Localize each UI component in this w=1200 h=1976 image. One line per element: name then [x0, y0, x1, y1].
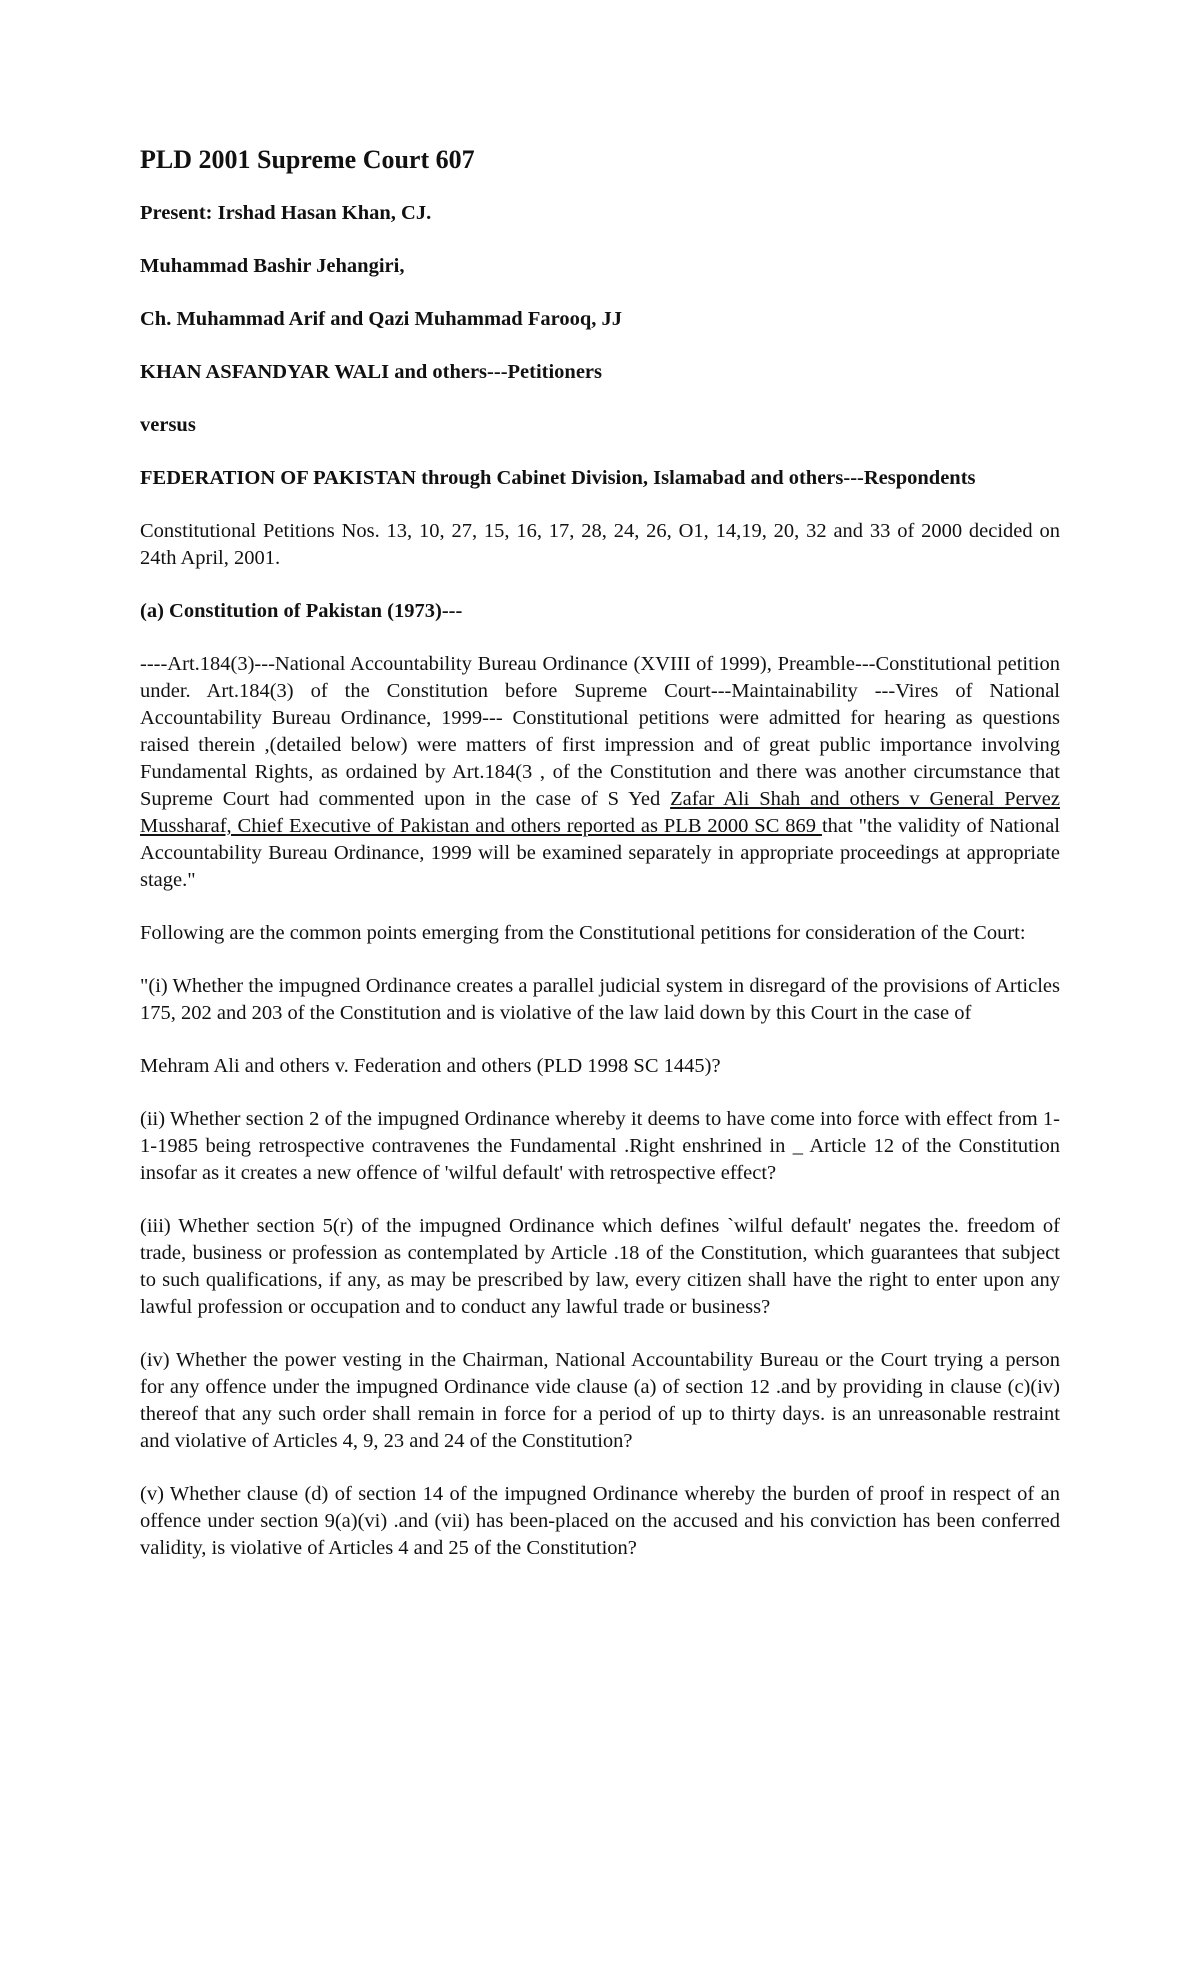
point-4: (iv) Whether the power vesting in the Chairman, National Accountability Bureau or the Court trying a person for any offence under the impugned Ordinance vide clause (a) of section 12 .and by providing in clause (c)(iv) thereof that any such order shall remain in force for a period of up to thirty days. is an unreasonable restraint and violative of Articles 4, 9, 23 and 24 of the Constitution?: [140, 1349, 1060, 1452]
bench-judge-2: Muhammad Bashir Jehangiri,: [140, 255, 405, 277]
point-5: (v) Whether clause (d) of section 14 of the impugned Ordinance whereby the burden of proof in respect of an offence under section 9(a)(vi) .and (vii) has been-placed on the accused and his conviction has been conferred validity, is violative of Articles 4 and 25 of the Constitution?: [140, 1483, 1060, 1559]
point-2: (ii) Whether section 2 of the impugned Ordinance whereby it deems to have come into force with effect from 1-1-1985 being retrospective contravenes the Fundamental .Right enshrined in _ Article 12 of the Constitution insofar as it creates a new offence of 'wilful default' with retrospective effect?: [140, 1108, 1060, 1184]
bench-judge-3: Ch. Muhammad Arif and Qazi Muhammad Farooq, JJ: [140, 308, 622, 330]
citation-link[interactable]: Zafar Ali Shah and others v General Pervez Mussharaf, Chief Executive of Pakistan and others reported as PLB 2000 SC 869: [140, 788, 1060, 837]
headnote-text-1: ----Art.184(3)---National Accountability Bureau Ordinance (XVIII of 1999), Preamble---Constitutional petition under. Art.184(3) of the Constitution before Supreme Court---Maintainability ---Vires of National Accountability Bureau Ordinance, 1999--- Constitutional petitions were admitted for hearing as questions raised therein ,(detailed below) were matters of first impression and of great public importance involving Fundamental Rights, as ordained by Art.184(3 , of the Constitution and there was another circumstance that Supreme Court had commented upon in the case of S Yed: [140, 653, 1060, 810]
headnote-paragraph: [140, 651, 1060, 894]
bench-present: Present: Irshad Hasan Khan, CJ.: [140, 202, 432, 224]
headnote-text-2: that "the validity of National Accountability Bureau Ordinance, 1999 will be examined separately in appropriate proceedings at appropriate stage.": [140, 815, 1060, 891]
point-1: "(i) Whether the impugned Ordinance creates a parallel judicial system in disregard of the provisions of Articles 175, 202 and 203 of the Constitution and is violative of the law laid down by this Court in the case of: [140, 975, 1060, 1024]
points-intro: Following are the common points emerging from the Constitutional petitions for consideration of the Court:: [140, 922, 1026, 944]
case-title: PLD 2001 Supreme Court 607: [140, 145, 475, 174]
versus: versus: [140, 414, 196, 436]
point-3: (iii) Whether section 5(r) of the impugned Ordinance which defines `wilful default' negates the. freedom of trade, business or profession as contemplated by Article .18 of the Constitution, which guarantees that subject to such qualifications, if any, as may be prescribed by law, every citizen shall have the right to enter upon any lawful profession or occupation and to conduct any lawful trade or business?: [140, 1215, 1060, 1318]
petitioners: KHAN ASFANDYAR WALI and others---Petitioners: [140, 361, 603, 383]
headnote-heading: (a) Constitution of Pakistan (1973)---: [140, 600, 463, 622]
petition-numbers: Constitutional Petitions Nos. 13, 10, 27, 15, 16, 17, 28, 24, 26, O1, 14,19, 20, 32 and 33 of 2000 decided on 24th April, 2001.: [140, 520, 1060, 569]
point-1-case: Mehram Ali and others v. Federation and others (PLD 1998 SC 1445)?: [140, 1055, 721, 1077]
respondents: FEDERATION OF PAKISTAN through Cabinet Division, Islamabad and others---Respondents: [140, 467, 976, 489]
